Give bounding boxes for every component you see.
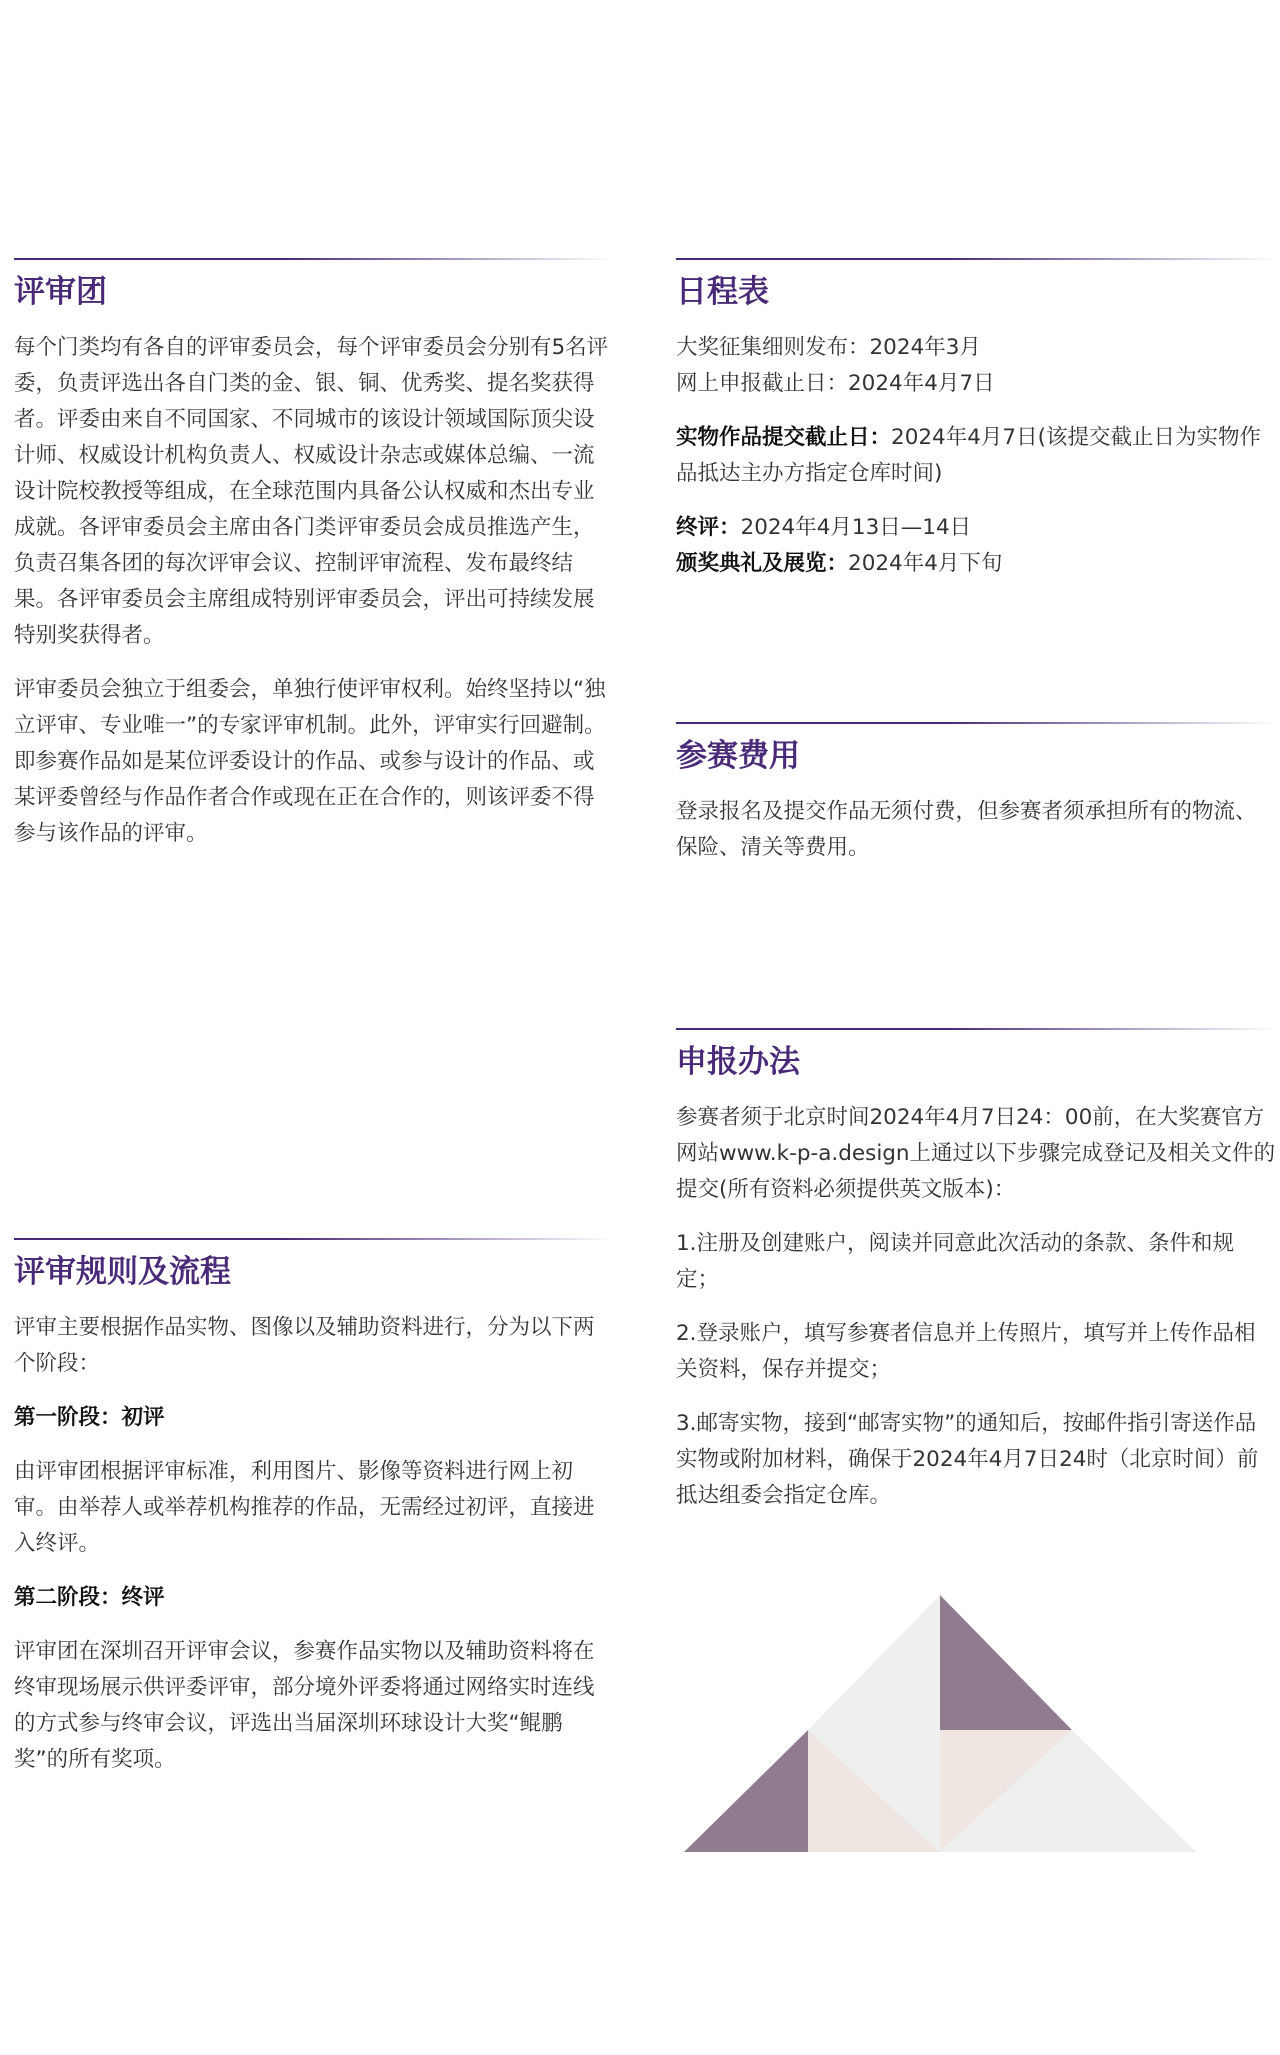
jury-paragraph-2: 评审委员会独立于组委会，单独行使评审权利。始终坚持以“独立评审、专业唯一”的专家评审机制。此外，评审实行回避制。即参赛作品如是某位评委设计的作品、或参与设计的作品、或某评委曾经与作品作者合作或现在正在合作的，则该评委不得参与该作品的评审。 [14,677,606,846]
jury-divider [14,258,614,260]
rules-title: 评审规则及流程 [14,1254,231,1290]
ceremony-text: 2024年4月下旬 [848,551,1003,576]
rules-section [14,1238,614,1796]
apply-divider [676,1028,1276,1030]
jury-section [14,258,614,870]
schedule-title: 日程表 [676,274,769,310]
fees-section [676,722,1276,884]
apply-step-3: 3.邮寄实物，接到“邮寄实物”的通知后，按邮件指引寄送作品实物或附加材料，确保于2024年4月7日24时（北京时间）前抵达组委会指定仓库。 [676,1411,1259,1508]
schedule-divider [676,258,1276,260]
deadline-text: 2024年4月7日(该提交截止日为实物作品抵达主办方指定仓库时间) [676,425,1261,486]
fees-title: 参赛费用 [676,738,800,774]
jury-title: 评审团 [14,274,107,310]
rules-intro: 评审主要根据作品实物、图像以及辅助资料进行，分为以下两个阶段： [14,1315,595,1376]
fees-text: 登录报名及提交作品无须付费，但参赛者须承担所有的物流、保险、清关等费用。 [676,799,1257,860]
stage1-text: 由评审团根据评审标准，利用图片、影像等资料进行网上初审。由举荐人或举荐机构推荐的作品，无需经过初评，直接进入终评。 [14,1459,595,1556]
apply-step-1: 1.注册及创建账户，阅读并同意此次活动的条款、条件和规定； [676,1231,1235,1292]
schedule-line-2: 网上申报截止日：2024年4月7日 [676,371,995,396]
stage1-title: 第一阶段：初评 [14,1405,165,1430]
schedule-line-1: 大奖征集细则发布：2024年3月 [676,335,981,360]
tri-purple-left [684,1730,808,1852]
schedule-section [676,258,1276,600]
final-label: 终评： [676,515,741,540]
jury-paragraph-1: 每个门类均有各自的评审委员会，每个评审委员会分别有5名评委，负责评选出各自门类的金、银、铜、优秀奖、提名奖获得者。评委由来自不同国家、不同城市的该设计领域国际顶尖设计师、权威设计机构负责人、权威设计杂志或媒体总编、一流设计院校教授等组成，在全球范围内具备公认权威和杰出专业成就。各评审委员会主席由各门类评审委员会成员推选产生，负责召集各团的每次评审会议、控制评审流程、发布最终结果。各评审委员会主席组成特别评审委员会，评出可持续发展特别奖获得者。 [14,335,609,648]
ceremony-label: 颁奖典礼及展览： [676,551,849,576]
triangle-mosaic-graphic [680,1590,1200,1855]
rules-divider [14,1238,614,1240]
fees-divider [676,722,1276,724]
stage2-title: 第二阶段：终评 [14,1585,165,1610]
final-text: 2024年4月13日—14日 [740,515,972,540]
apply-intro: 参赛者须于北京时间2024年4月7日24：00前，在大奖赛官方网站www.k-p-a.design上通过以下步骤完成登记及相关文件的提交(所有资料必须提供英文版本)： [676,1105,1276,1202]
schedule-ceremony [676,546,1276,582]
schedule-final [676,510,1276,546]
tri-light-left [808,1595,940,1730]
apply-step-2: 2.登录账户，填写参赛者信息并上传照片，填写并上传作品相关资料，保存并提交； [676,1321,1256,1382]
deadline-label: 实物作品提交截止日： [676,425,892,450]
apply-section [676,1028,1276,1532]
tri-purple-top [940,1595,1072,1730]
stage2-text: 评审团在深圳召开评审会议，参赛作品实物以及辅助资料将在终审现场展示供评委评审，部分境外评委将通过网络实时连线的方式参与终审会议，评选出当届深圳环球设计大奖“鲲鹏奖”的所有奖项。 [14,1639,595,1772]
apply-title: 申报办法 [676,1044,800,1080]
schedule-deadline [676,420,1276,492]
